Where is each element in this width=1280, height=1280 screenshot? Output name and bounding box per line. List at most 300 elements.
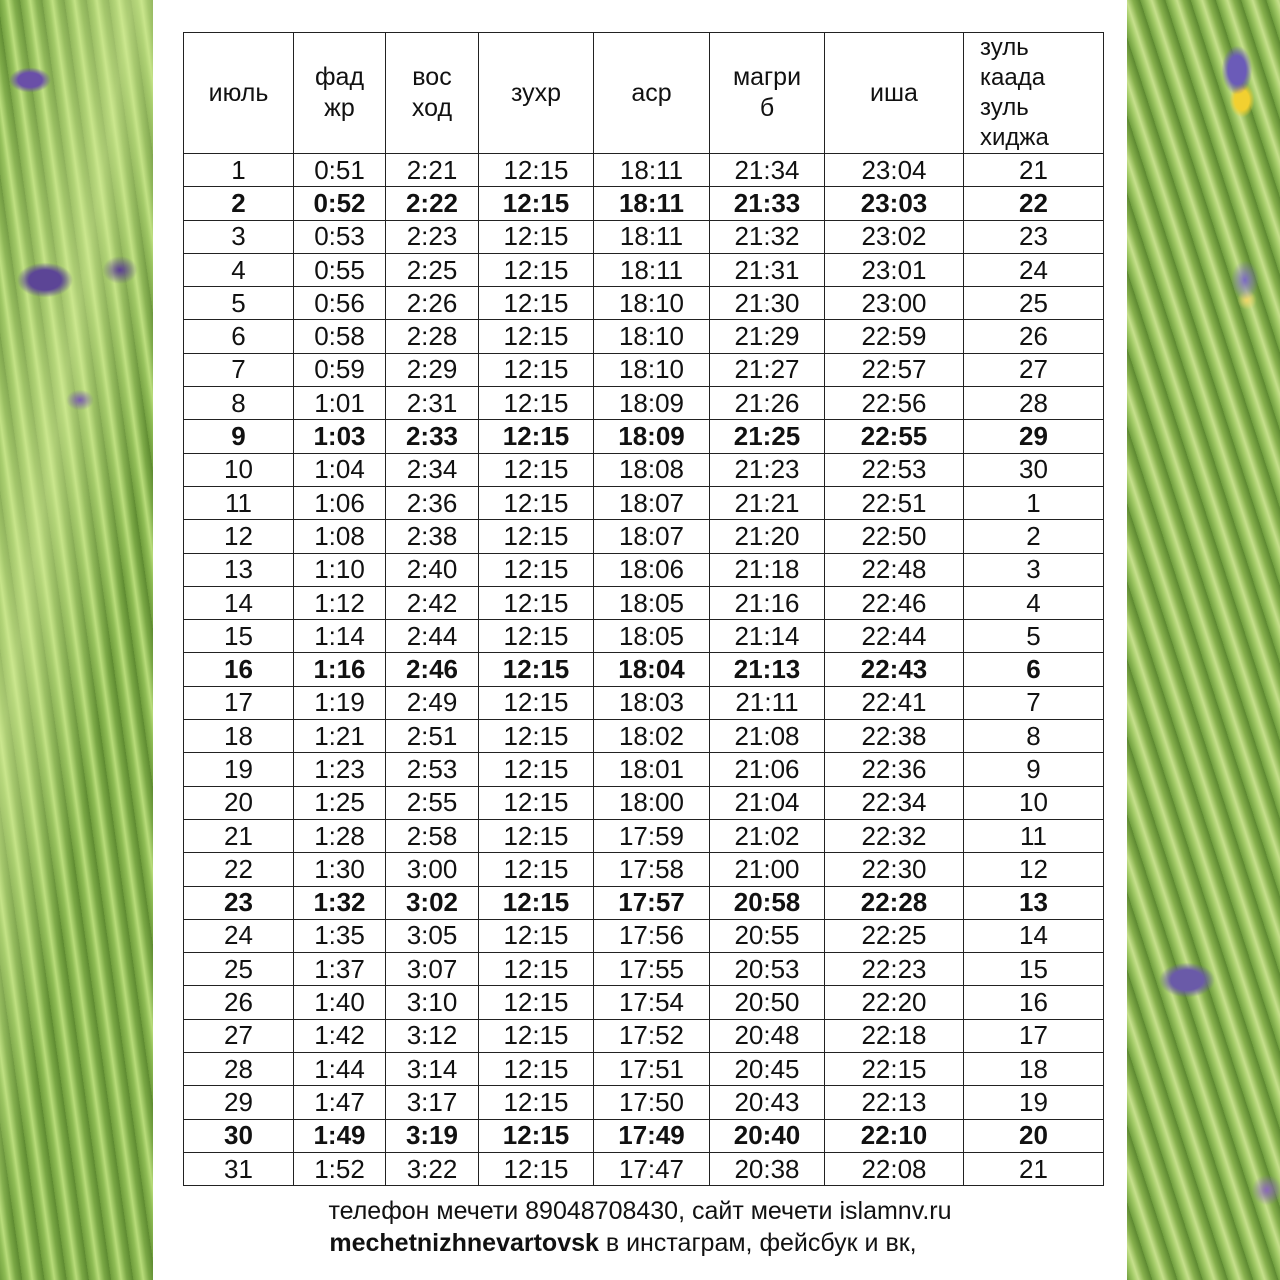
cell-hijri-dhul-qadah-dhul-hijjah: 24 <box>964 253 1104 286</box>
table-row <box>184 1019 1104 1052</box>
cell-dhuhr: 12:15 <box>479 253 594 286</box>
table-row <box>184 253 1104 286</box>
cell-dhuhr: 12:15 <box>479 686 594 719</box>
column-header-maghrib <box>710 33 825 154</box>
table-row <box>184 220 1104 253</box>
cell-sunrise: 2:42 <box>386 586 479 619</box>
table-row <box>184 520 1104 553</box>
table-row <box>184 986 1104 1019</box>
cell-dhuhr: 12:15 <box>479 387 594 420</box>
cell-sunrise: 3:00 <box>386 853 479 886</box>
cell-dhuhr: 12:15 <box>479 786 594 819</box>
cell-asr: 17:58 <box>594 853 710 886</box>
cell-isha: 22:55 <box>825 420 964 453</box>
cell-fajr: 0:59 <box>294 353 386 386</box>
cell-sunrise: 3:10 <box>386 986 479 1019</box>
cell-month-july: 22 <box>184 853 294 886</box>
cell-month-july: 30 <box>184 1119 294 1152</box>
table-row <box>184 720 1104 753</box>
cell-maghrib: 21:18 <box>710 553 825 586</box>
prayer-times-table <box>183 32 1104 1186</box>
cell-month-july: 1 <box>184 154 294 187</box>
cell-sunrise: 3:07 <box>386 953 479 986</box>
cell-fajr: 1:01 <box>294 387 386 420</box>
cell-fajr: 0:55 <box>294 253 386 286</box>
cell-maghrib: 20:43 <box>710 1086 825 1119</box>
cell-isha: 23:01 <box>825 253 964 286</box>
cell-hijri-dhul-qadah-dhul-hijjah: 20 <box>964 1119 1104 1152</box>
cell-dhuhr: 12:15 <box>479 520 594 553</box>
cell-dhuhr: 12:15 <box>479 953 594 986</box>
cell-isha: 22:43 <box>825 653 964 686</box>
cell-fajr: 0:51 <box>294 154 386 187</box>
cell-month-july: 9 <box>184 420 294 453</box>
cell-maghrib: 21:00 <box>710 853 825 886</box>
cell-isha: 22:13 <box>825 1086 964 1119</box>
cell-sunrise: 2:33 <box>386 420 479 453</box>
header-text: б <box>759 94 775 122</box>
cell-isha: 22:10 <box>825 1119 964 1152</box>
cell-fajr: 1:40 <box>294 986 386 1019</box>
cell-month-july: 15 <box>184 620 294 653</box>
cell-dhuhr: 12:15 <box>479 287 594 320</box>
cell-dhuhr: 12:15 <box>479 353 594 386</box>
cell-maghrib: 21:31 <box>710 253 825 286</box>
cell-asr: 17:55 <box>594 953 710 986</box>
cell-asr: 17:56 <box>594 919 710 952</box>
cell-asr: 17:47 <box>594 1152 710 1185</box>
cell-hijri-dhul-qadah-dhul-hijjah: 26 <box>964 320 1104 353</box>
cell-asr: 17:59 <box>594 819 710 852</box>
column-header-dhuhr <box>479 33 594 154</box>
cell-fajr: 1:30 <box>294 853 386 886</box>
cell-month-july: 16 <box>184 653 294 686</box>
cell-maghrib: 20:58 <box>710 886 825 919</box>
cell-asr: 18:09 <box>594 387 710 420</box>
cell-hijri-dhul-qadah-dhul-hijjah: 4 <box>964 586 1104 619</box>
cell-hijri-dhul-qadah-dhul-hijjah: 1 <box>964 486 1104 519</box>
header-text: зуль <box>980 94 1029 121</box>
cell-isha: 22:56 <box>825 387 964 420</box>
cell-hijri-dhul-qadah-dhul-hijjah: 21 <box>964 1152 1104 1185</box>
cell-fajr: 1:08 <box>294 520 386 553</box>
cell-fajr: 0:52 <box>294 187 386 220</box>
cell-isha: 22:34 <box>825 786 964 819</box>
cell-maghrib: 21:29 <box>710 320 825 353</box>
cell-sunrise: 2:46 <box>386 653 479 686</box>
cell-dhuhr: 12:15 <box>479 753 594 786</box>
cell-fajr: 1:52 <box>294 1152 386 1185</box>
cell-asr: 18:03 <box>594 686 710 719</box>
cell-maghrib: 21:21 <box>710 486 825 519</box>
cell-sunrise: 3:05 <box>386 919 479 952</box>
cell-maghrib: 20:55 <box>710 919 825 952</box>
cell-dhuhr: 12:15 <box>479 653 594 686</box>
table-row <box>184 919 1104 952</box>
header-text: вос <box>412 63 452 91</box>
table-row <box>184 586 1104 619</box>
cell-hijri-dhul-qadah-dhul-hijjah: 11 <box>964 819 1104 852</box>
cell-month-july: 24 <box>184 919 294 952</box>
table-row <box>184 387 1104 420</box>
cell-dhuhr: 12:15 <box>479 486 594 519</box>
cell-maghrib: 21:33 <box>710 187 825 220</box>
cell-isha: 22:44 <box>825 620 964 653</box>
cell-dhuhr: 12:15 <box>479 453 594 486</box>
cell-fajr: 1:42 <box>294 1019 386 1052</box>
cell-dhuhr: 12:15 <box>479 187 594 220</box>
cell-sunrise: 2:38 <box>386 520 479 553</box>
cell-asr: 18:11 <box>594 187 710 220</box>
table-row <box>184 154 1104 187</box>
table-row <box>184 453 1104 486</box>
cell-sunrise: 2:51 <box>386 720 479 753</box>
cell-maghrib: 21:30 <box>710 287 825 320</box>
cell-isha: 22:51 <box>825 486 964 519</box>
cell-maghrib: 20:48 <box>710 1019 825 1052</box>
cell-isha: 22:50 <box>825 520 964 553</box>
table-row <box>184 320 1104 353</box>
cell-dhuhr: 12:15 <box>479 320 594 353</box>
cell-isha: 22:28 <box>825 886 964 919</box>
cell-isha: 22:38 <box>825 720 964 753</box>
cell-asr: 17:54 <box>594 986 710 1019</box>
cell-hijri-dhul-qadah-dhul-hijjah: 29 <box>964 420 1104 453</box>
cell-sunrise: 2:23 <box>386 220 479 253</box>
mosque-contact-line: телефон мечети 89048708430, сайт мечети islamnv.ru <box>328 1197 952 1225</box>
cell-dhuhr: 12:15 <box>479 1152 594 1185</box>
table-row <box>184 886 1104 919</box>
column-header-fajr <box>294 33 386 154</box>
cell-maghrib: 20:45 <box>710 1053 825 1086</box>
cell-month-july: 17 <box>184 686 294 719</box>
header-text: фад <box>314 63 365 91</box>
column-header-isha <box>825 33 964 154</box>
cell-maghrib: 21:13 <box>710 653 825 686</box>
cell-dhuhr: 12:15 <box>479 819 594 852</box>
table-row <box>184 1086 1104 1119</box>
cell-month-july: 3 <box>184 220 294 253</box>
cell-dhuhr: 12:15 <box>479 986 594 1019</box>
cell-maghrib: 21:34 <box>710 154 825 187</box>
cell-hijri-dhul-qadah-dhul-hijjah: 3 <box>964 553 1104 586</box>
cell-asr: 17:51 <box>594 1053 710 1086</box>
cell-hijri-dhul-qadah-dhul-hijjah: 19 <box>964 1086 1104 1119</box>
cell-sunrise: 3:17 <box>386 1086 479 1119</box>
cell-isha: 22:48 <box>825 553 964 586</box>
cell-isha: 22:41 <box>825 686 964 719</box>
cell-fajr: 1:44 <box>294 1053 386 1086</box>
cell-hijri-dhul-qadah-dhul-hijjah: 21 <box>964 154 1104 187</box>
social-handle: mechetnizhnevartovsk <box>329 1229 599 1257</box>
table-row <box>184 953 1104 986</box>
cell-month-july: 31 <box>184 1152 294 1185</box>
cell-maghrib: 21:26 <box>710 387 825 420</box>
cell-hijri-dhul-qadah-dhul-hijjah: 7 <box>964 686 1104 719</box>
cell-sunrise: 2:29 <box>386 353 479 386</box>
cell-dhuhr: 12:15 <box>479 1086 594 1119</box>
cell-asr: 18:02 <box>594 720 710 753</box>
cell-hijri-dhul-qadah-dhul-hijjah: 5 <box>964 620 1104 653</box>
cell-fajr: 1:37 <box>294 953 386 986</box>
cell-hijri-dhul-qadah-dhul-hijjah: 14 <box>964 919 1104 952</box>
cell-asr: 18:09 <box>594 420 710 453</box>
cell-sunrise: 2:49 <box>386 686 479 719</box>
cell-dhuhr: 12:15 <box>479 154 594 187</box>
cell-hijri-dhul-qadah-dhul-hijjah: 28 <box>964 387 1104 420</box>
cell-isha: 22:30 <box>825 853 964 886</box>
cell-month-july: 26 <box>184 986 294 1019</box>
table-row <box>184 786 1104 819</box>
cell-asr: 18:01 <box>594 753 710 786</box>
cell-fajr: 0:56 <box>294 287 386 320</box>
cell-month-july: 5 <box>184 287 294 320</box>
cell-hijri-dhul-qadah-dhul-hijjah: 2 <box>964 520 1104 553</box>
cell-hijri-dhul-qadah-dhul-hijjah: 12 <box>964 853 1104 886</box>
table-row <box>184 187 1104 220</box>
cell-maghrib: 21:04 <box>710 786 825 819</box>
cell-isha: 22:20 <box>825 986 964 1019</box>
cell-fajr: 1:28 <box>294 819 386 852</box>
table-row <box>184 620 1104 653</box>
cell-asr: 18:11 <box>594 154 710 187</box>
cell-hijri-dhul-qadah-dhul-hijjah: 22 <box>964 187 1104 220</box>
cell-sunrise: 2:31 <box>386 387 479 420</box>
cell-dhuhr: 12:15 <box>479 220 594 253</box>
cell-fajr: 1:35 <box>294 919 386 952</box>
table-row <box>184 486 1104 519</box>
cell-dhuhr: 12:15 <box>479 620 594 653</box>
cell-month-july: 10 <box>184 453 294 486</box>
table-row <box>184 287 1104 320</box>
cell-month-july: 12 <box>184 520 294 553</box>
cell-asr: 18:06 <box>594 553 710 586</box>
header-text: аср <box>631 78 672 107</box>
cell-fajr: 1:49 <box>294 1119 386 1152</box>
cell-fajr: 1:14 <box>294 620 386 653</box>
cell-sunrise: 3:19 <box>386 1119 479 1152</box>
cell-hijri-dhul-qadah-dhul-hijjah: 6 <box>964 653 1104 686</box>
table-row <box>184 420 1104 453</box>
column-header-hijri-dhul-qadah-dhul-hijjah <box>964 33 1104 154</box>
cell-maghrib: 20:40 <box>710 1119 825 1152</box>
cell-dhuhr: 12:15 <box>479 853 594 886</box>
cell-hijri-dhul-qadah-dhul-hijjah: 8 <box>964 720 1104 753</box>
cell-sunrise: 2:36 <box>386 486 479 519</box>
cell-sunrise: 2:21 <box>386 154 479 187</box>
header-text: каада <box>980 64 1046 91</box>
cell-isha: 22:59 <box>825 320 964 353</box>
table-row <box>184 819 1104 852</box>
cell-sunrise: 2:28 <box>386 320 479 353</box>
cell-sunrise: 3:12 <box>386 1019 479 1052</box>
cell-isha: 23:03 <box>825 187 964 220</box>
cell-hijri-dhul-qadah-dhul-hijjah: 15 <box>964 953 1104 986</box>
cell-fajr: 1:16 <box>294 653 386 686</box>
cell-hijri-dhul-qadah-dhul-hijjah: 18 <box>964 1053 1104 1086</box>
cell-fajr: 1:03 <box>294 420 386 453</box>
cell-month-july: 13 <box>184 553 294 586</box>
column-header-sunrise <box>386 33 479 154</box>
cell-month-july: 23 <box>184 886 294 919</box>
cell-fajr: 1:04 <box>294 453 386 486</box>
cell-dhuhr: 12:15 <box>479 720 594 753</box>
cell-asr: 18:04 <box>594 653 710 686</box>
table-row <box>184 1053 1104 1086</box>
cell-fajr: 0:53 <box>294 220 386 253</box>
cell-sunrise: 3:22 <box>386 1152 479 1185</box>
cell-isha: 22:32 <box>825 819 964 852</box>
cell-hijri-dhul-qadah-dhul-hijjah: 23 <box>964 220 1104 253</box>
cell-asr: 18:05 <box>594 620 710 653</box>
cell-asr: 18:11 <box>594 253 710 286</box>
cell-sunrise: 2:44 <box>386 620 479 653</box>
cell-maghrib: 20:38 <box>710 1152 825 1185</box>
cell-maghrib: 20:53 <box>710 953 825 986</box>
table-row <box>184 686 1104 719</box>
cell-month-july: 8 <box>184 387 294 420</box>
header-text: иша <box>870 78 918 107</box>
social-networks-text: в инстаграм, фейсбук и вк, <box>598 1229 917 1257</box>
cell-asr: 17:57 <box>594 886 710 919</box>
cell-dhuhr: 12:15 <box>479 1053 594 1086</box>
cell-hijri-dhul-qadah-dhul-hijjah: 25 <box>964 287 1104 320</box>
background-grass-right <box>1127 0 1280 1280</box>
cell-sunrise: 2:40 <box>386 553 479 586</box>
cell-isha: 22:46 <box>825 586 964 619</box>
cell-asr: 18:07 <box>594 486 710 519</box>
cell-asr: 18:10 <box>594 287 710 320</box>
table-row <box>184 353 1104 386</box>
cell-isha: 23:04 <box>825 154 964 187</box>
cell-isha: 22:08 <box>825 1152 964 1185</box>
cell-fajr: 1:06 <box>294 486 386 519</box>
cell-isha: 23:00 <box>825 287 964 320</box>
cell-hijri-dhul-qadah-dhul-hijjah: 16 <box>964 986 1104 1019</box>
table-row <box>184 1152 1104 1185</box>
cell-maghrib: 21:06 <box>710 753 825 786</box>
cell-isha: 22:53 <box>825 453 964 486</box>
column-header-asr <box>594 33 710 154</box>
cell-asr: 18:07 <box>594 520 710 553</box>
cell-isha: 22:23 <box>825 953 964 986</box>
cell-fajr: 0:58 <box>294 320 386 353</box>
cell-maghrib: 21:27 <box>710 353 825 386</box>
cell-asr: 17:52 <box>594 1019 710 1052</box>
cell-month-july: 21 <box>184 819 294 852</box>
table-row <box>184 753 1104 786</box>
cell-sunrise: 2:25 <box>386 253 479 286</box>
cell-sunrise: 2:55 <box>386 786 479 819</box>
table-row <box>184 553 1104 586</box>
cell-month-july: 18 <box>184 720 294 753</box>
cell-sunrise: 2:53 <box>386 753 479 786</box>
header-text: июль <box>208 78 269 107</box>
cell-month-july: 20 <box>184 786 294 819</box>
header-text: жр <box>324 94 355 122</box>
cell-month-july: 28 <box>184 1053 294 1086</box>
cell-fajr: 1:19 <box>294 686 386 719</box>
cell-isha: 23:02 <box>825 220 964 253</box>
cell-fajr: 1:25 <box>294 786 386 819</box>
cell-dhuhr: 12:15 <box>479 1019 594 1052</box>
header-text: хиджа <box>980 124 1049 151</box>
cell-isha: 22:36 <box>825 753 964 786</box>
cell-maghrib: 21:16 <box>710 586 825 619</box>
header-text: ход <box>411 94 453 122</box>
cell-asr: 18:05 <box>594 586 710 619</box>
cell-month-july: 25 <box>184 953 294 986</box>
cell-fajr: 1:21 <box>294 720 386 753</box>
header-text: зуль <box>980 34 1029 61</box>
cell-isha: 22:25 <box>825 919 964 952</box>
cell-month-july: 7 <box>184 353 294 386</box>
table-header-row <box>184 33 1104 154</box>
cell-isha: 22:15 <box>825 1053 964 1086</box>
cell-asr: 18:11 <box>594 220 710 253</box>
social-media-line <box>153 1228 1093 1258</box>
cell-fajr: 1:10 <box>294 553 386 586</box>
cell-month-july: 14 <box>184 586 294 619</box>
cell-hijri-dhul-qadah-dhul-hijjah: 27 <box>964 353 1104 386</box>
cell-sunrise: 2:26 <box>386 287 479 320</box>
cell-maghrib: 21:23 <box>710 453 825 486</box>
cell-sunrise: 3:14 <box>386 1053 479 1086</box>
cell-isha: 22:57 <box>825 353 964 386</box>
cell-fajr: 1:32 <box>294 886 386 919</box>
cell-maghrib: 21:08 <box>710 720 825 753</box>
table-row <box>184 853 1104 886</box>
cell-fajr: 1:12 <box>294 586 386 619</box>
cell-month-july: 4 <box>184 253 294 286</box>
cell-fajr: 1:23 <box>294 753 386 786</box>
cell-sunrise: 3:02 <box>386 886 479 919</box>
cell-hijri-dhul-qadah-dhul-hijjah: 13 <box>964 886 1104 919</box>
cell-asr: 17:50 <box>594 1086 710 1119</box>
cell-maghrib: 21:32 <box>710 220 825 253</box>
cell-maghrib: 21:11 <box>710 686 825 719</box>
cell-month-july: 29 <box>184 1086 294 1119</box>
cell-dhuhr: 12:15 <box>479 420 594 453</box>
cell-month-july: 6 <box>184 320 294 353</box>
cell-month-july: 27 <box>184 1019 294 1052</box>
cell-dhuhr: 12:15 <box>479 1119 594 1152</box>
table-row <box>184 653 1104 686</box>
cell-asr: 17:49 <box>594 1119 710 1152</box>
cell-asr: 18:10 <box>594 320 710 353</box>
column-header-month-july <box>184 33 294 154</box>
cell-sunrise: 2:22 <box>386 187 479 220</box>
cell-hijri-dhul-qadah-dhul-hijjah: 17 <box>964 1019 1104 1052</box>
cell-maghrib: 20:50 <box>710 986 825 1019</box>
cell-dhuhr: 12:15 <box>479 919 594 952</box>
cell-sunrise: 2:58 <box>386 819 479 852</box>
cell-asr: 18:08 <box>594 453 710 486</box>
table-row <box>184 1119 1104 1152</box>
cell-dhuhr: 12:15 <box>479 886 594 919</box>
cell-asr: 18:10 <box>594 353 710 386</box>
header-text: магри <box>732 63 802 91</box>
cell-hijri-dhul-qadah-dhul-hijjah: 30 <box>964 453 1104 486</box>
cell-maghrib: 21:14 <box>710 620 825 653</box>
cell-month-july: 11 <box>184 486 294 519</box>
cell-dhuhr: 12:15 <box>479 553 594 586</box>
cell-maghrib: 21:02 <box>710 819 825 852</box>
cell-fajr: 1:47 <box>294 1086 386 1119</box>
cell-asr: 18:00 <box>594 786 710 819</box>
cell-month-july: 19 <box>184 753 294 786</box>
cell-maghrib: 21:25 <box>710 420 825 453</box>
